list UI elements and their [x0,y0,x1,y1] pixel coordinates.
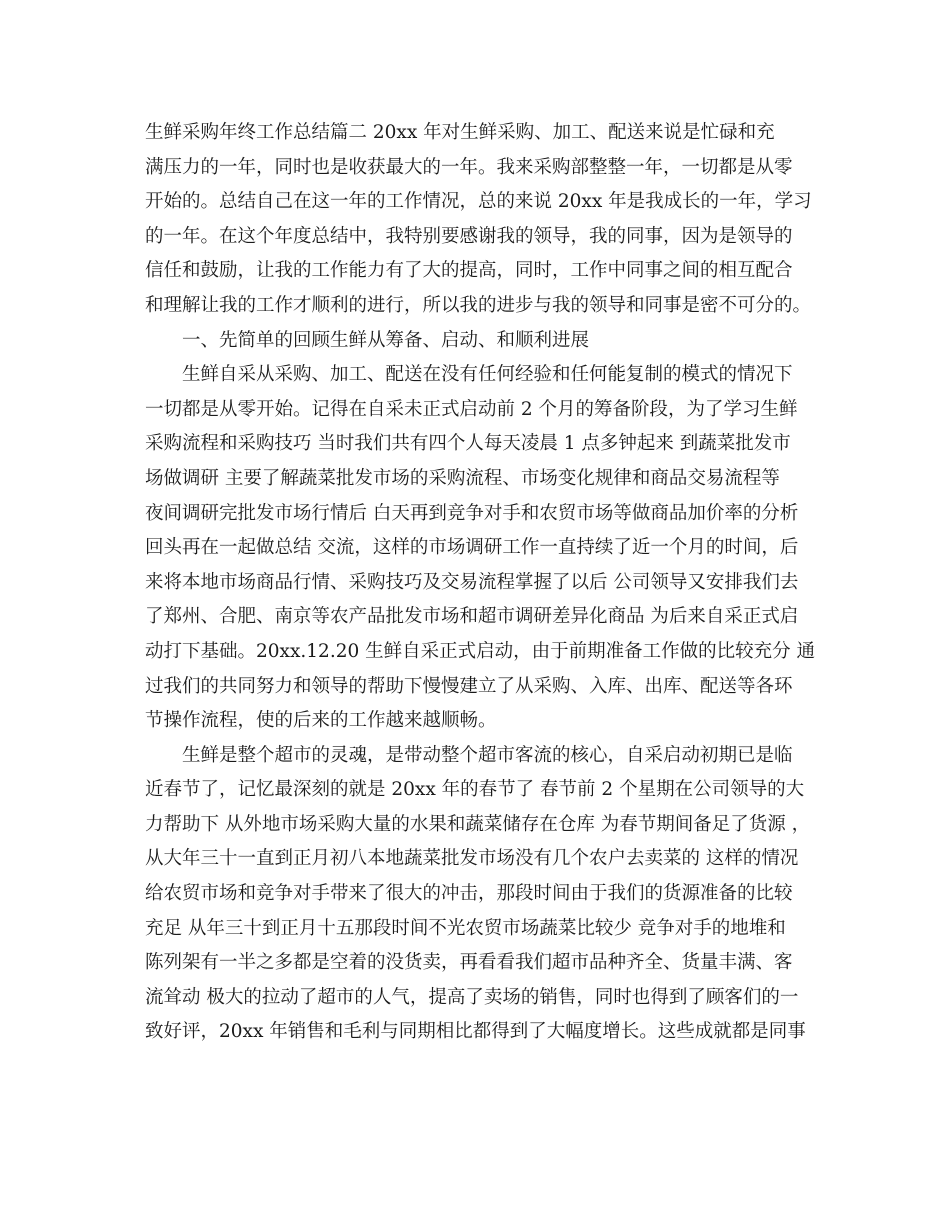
text-line: 回头再在一起做总结 交流，这样的市场调研工作一直持续了近一个月的时间，后 [145,537,799,559]
text-line: 动打下基础。20xx.12.20 生鲜自采正式启动，由于前期准备工作做的比较充分 通 [145,640,816,662]
text-line: 给农贸市场和竞争对手带来了很大的冲击，那段时间由于我们的货源准备的比较 [145,883,793,905]
text-line: 信任和鼓励，让我的工作能力有了大的提高，同时，工作中同事之间的相互配合 [145,260,793,282]
text-line: 节操作流程，使的后来的工作越来越顺畅。 [145,710,497,732]
text-line: 满压力的一年，同时也是收获最大的一年。我来采购部整整一年，一切都是从零 [145,156,793,178]
text-line: 流耸动 极大的拉动了超市的人气，提高了卖场的销售，同时也得到了顾客们的一 [145,986,799,1008]
text-line: 生鲜是整个超市的灵魂，是带动整个超市客流的核心，自采启动初期已是临 [182,744,793,766]
text-line: 来将本地市场商品行情、采购技巧及交易流程掌握了以后 公司领导又安排我们去 [145,571,799,593]
text-line: 和理解让我的工作才顺利的进行，所以我的进步与我的领导和同事是密不可分的。 [145,294,812,316]
text-line: 致好评，20xx 年销售和毛利与同期相比都得到了大幅度增长。这些成就都是同事 [145,1021,806,1043]
text-line: 充足 从年三十到正月十五那段时间不光农贸市场蔬菜比较少 竞争对手的地堆和 [145,917,786,939]
text-line: 过我们的共同努力和领导的帮助下慢慢建立了从采购、入库、出库、配送等各环 [145,675,793,697]
text-line: 场做调研 主要了解蔬菜批发市场的采购流程、市场变化规律和商品交易流程等 [145,467,780,489]
text-line: 力帮助下 从外地市场采购大量的水果和蔬菜储存在仓库 为春节期间备足了货源 ， [145,813,811,835]
text-line: 生鲜采购年终工作总结篇二 20xx 年对生鲜采购、加工、配送来说是忙碌和充 [145,122,775,143]
text-line: 从大年三十一直到正月初八本地蔬菜批发市场没有几个农户去卖菜的 这样的情况 [145,848,799,870]
section-heading: 一、先简单的回顾生鲜从筹备、启动、和顺利进展 [182,329,590,351]
text-line: 的一年。在这个年度总结中，我特别要感谢我的领导，我的同事，因为是领导的 [145,225,793,247]
text-line: 陈列架有一半之多都是空着的没货卖，再看看我们超市品种齐全、货量丰满、客 [145,952,793,974]
text-line: 采购流程和采购技巧 当时我们共有四个人每天凌晨 1 点多钟起来 到蔬菜批发市 [145,433,791,455]
text-line: 生鲜自采从采购、加工、配送在没有任何经验和任何能复制的模式的情况下 [182,364,793,386]
text-line: 一切都是从零开始。记得在自采未正式启动前 2 个月的筹备阶段，为了学习生鲜 [145,398,798,420]
text-line: 开始的。总结自己在这一年的工作情况，总的来说 20xx 年是我成长的一年，学习 [145,191,812,213]
document-body [145,116,816,1050]
text-line: 夜间调研完批发市场行情后 白天再到竞争对手和农贸市场等做商品加价率的分析 [145,502,799,524]
text-line: 了郑州、合肥、南京等农产品批发市场和超市调研差异化商品 为后来自采正式启 [145,606,799,628]
text-line: 近春节了，记忆最深刻的就是 20xx 年的春节了 春节前 2 个星期在公司领导的大 [145,779,805,801]
